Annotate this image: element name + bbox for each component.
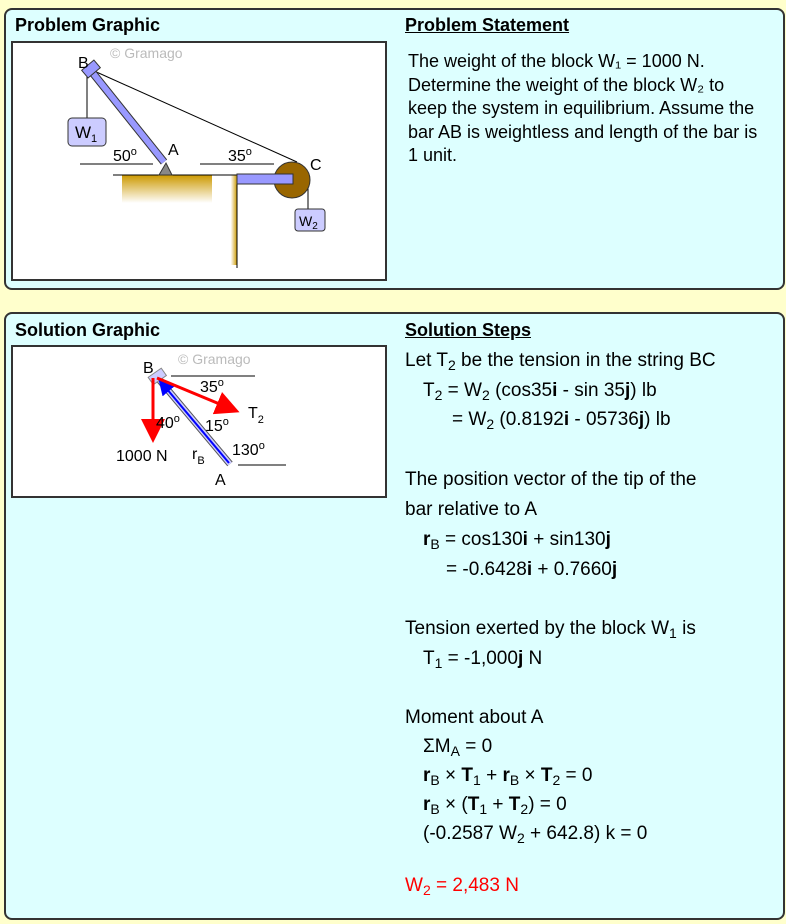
problem-statement: The weight of the block W₁ = 1000 N. Determine the weight of the block W₂ to keep the system in equilibrium. Assume the bar AB is weightless and length of the bar is 1 unit. <box>408 51 758 165</box>
angle-40: 40$^o$ <box>156 413 180 432</box>
step-line: $r_B = \cos 130i + \sin 130j$ <box>423 529 611 552</box>
angle-35: 35$^o$ <box>200 377 224 396</box>
step-line: = -0.6428i + 0.7660j <box>446 559 618 580</box>
pivot-a <box>159 163 172 175</box>
problem-statement-title: Problem Statement <box>405 15 570 35</box>
angle-15: 15$^o$ <box>205 416 229 435</box>
step-line: Tension exerted by the block $W_1$ is <box>405 618 696 641</box>
solution-steps-title: Solution Steps <box>405 320 531 340</box>
step-line: $T_1 = -1,000j$ N <box>423 648 543 671</box>
angle-50: 50$^o$ <box>113 146 137 165</box>
angle-130: 130$^o$ <box>232 440 265 459</box>
angle-35: 35$^o$ <box>228 146 252 165</box>
moment-eq-2: $r_B \times (T_1 + T_2) = 0$ <box>423 794 567 817</box>
step-line: = $W_2$ (0.8192i - 05736j) lb <box>452 409 671 432</box>
step-line: Let $T_2$ be the tension in the string BC <box>405 350 716 373</box>
watermark: © Gramago <box>110 45 183 61</box>
step-line: $T_2 = W_2$ (cos35i - sin 35j) lb <box>423 380 657 403</box>
solution-diagram <box>13 347 385 496</box>
step-line: Moment about A <box>405 707 544 728</box>
problem-graphic <box>11 41 387 281</box>
label-c: C <box>310 157 322 174</box>
w1-label: $W_1$ <box>75 123 98 145</box>
step-line: bar relative to A <box>405 499 538 520</box>
solution-graphic-title: Solution Graphic <box>15 320 161 340</box>
watermark: © Gramago <box>178 351 251 367</box>
solution-graphic <box>11 345 387 498</box>
moment-eq-1: $r_B \times T_1 + r_B \times T_2 = 0$ <box>423 765 593 788</box>
label-b: B <box>143 360 154 377</box>
step-line: $\Sigma M_A = 0$ <box>423 736 493 759</box>
answer: $W_2 = 2,483$ N <box>405 875 519 898</box>
label-a: A <box>168 142 179 159</box>
label-a: A <box>215 472 226 489</box>
t2-label: $T_2$ <box>248 405 264 426</box>
label-b: B <box>78 55 89 72</box>
ground-wall <box>212 175 237 265</box>
rb-label: $r_B$ <box>192 446 205 467</box>
w2-label: $W_2$ <box>299 213 318 232</box>
step-line: (-0.2587 $W_2 + 642.8$) k = 0 <box>423 823 648 846</box>
force-label: 1000 N <box>116 448 168 465</box>
problem-graphic-title: Problem Graphic <box>15 15 161 35</box>
problem-diagram <box>13 43 385 279</box>
step-line: The position vector of the tip of the <box>405 469 697 490</box>
